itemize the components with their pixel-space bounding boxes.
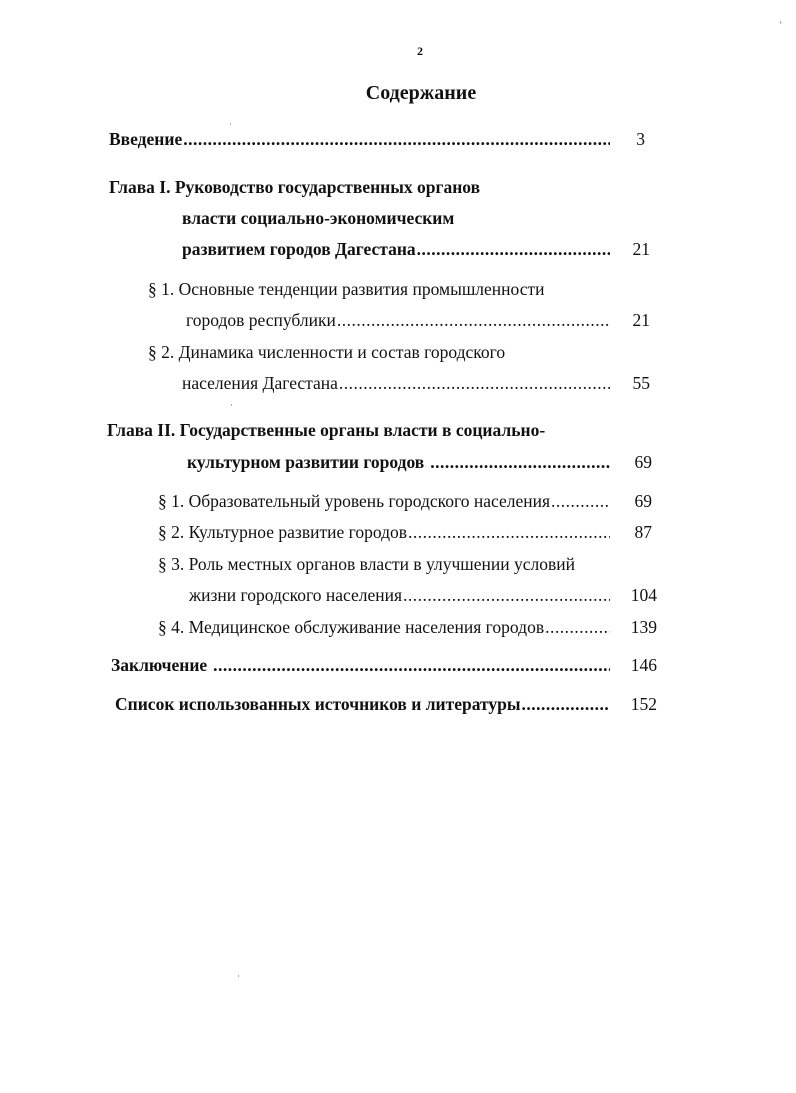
toc-label: § 2. Культурное развитие городов: [158, 522, 408, 542]
toc-section: [158, 490, 610, 512]
toc-section: [158, 521, 610, 543]
toc-page: 87: [634, 522, 652, 542]
toc-section-line1: § 1. Основные тенденции развития промышленности: [148, 279, 545, 299]
toc-label: Введение: [109, 129, 183, 149]
toc-page: 55: [632, 373, 650, 393]
scan-speck: ˙: [229, 122, 232, 132]
toc-label: городов республики: [186, 310, 336, 330]
scan-speck: ˙: [230, 403, 233, 413]
toc-chapter1-line3: [182, 238, 610, 260]
toc-page: 21: [632, 310, 650, 330]
toc-page: 104: [630, 585, 657, 605]
leader-dots: [430, 451, 610, 473]
toc-page: 69: [634, 491, 652, 511]
toc-page: 3: [636, 129, 645, 149]
toc-label: развитием городов Дагестана: [182, 239, 416, 259]
toc-label: Заключение: [111, 655, 208, 675]
toc-label: жизни городского населения: [189, 585, 403, 605]
toc-section-line2: [186, 309, 610, 331]
leader-dots: [417, 238, 610, 260]
toc-label: населения Дагестана: [182, 373, 338, 393]
toc-section-line1: § 2. Динамика численности и состав городского: [148, 342, 506, 362]
toc-label: Список использованных источников и литературы: [115, 694, 521, 714]
leader-dots: [403, 584, 610, 606]
toc-section-line2: [189, 584, 610, 606]
toc-section: [158, 616, 610, 638]
scan-speck: ': [780, 20, 782, 30]
page-number: 2: [417, 44, 423, 58]
toc-label: § 1. Образовательный уровень городского населения: [158, 491, 551, 511]
toc-label: § 4. Медицинское обслуживание населения городов: [158, 617, 545, 637]
toc-page: 146: [630, 655, 657, 675]
toc-section-line2: [182, 372, 610, 394]
toc-entry-intro: [109, 128, 610, 150]
toc-chapter2-line2: [187, 451, 610, 473]
toc-page: 139: [630, 617, 657, 637]
toc-label: культурном развитии городов: [187, 452, 425, 472]
leader-dots: [408, 521, 610, 543]
leader-dots: [213, 654, 610, 676]
toc-chapter1-line1: Глава I. Руководство государственных органов: [109, 177, 481, 197]
toc-chapter2-line1: Глава II. Государственные органы власти в социально-: [107, 420, 546, 440]
toc-page: 21: [632, 239, 650, 259]
leader-dots: [339, 372, 610, 394]
toc-page: 152: [630, 694, 657, 714]
toc-chapter1-line2: власти социально-экономическим: [182, 208, 455, 228]
leader-dots: [183, 128, 610, 150]
leader-dots: [337, 309, 610, 331]
scan-speck: ˙: [237, 974, 240, 984]
toc-section-line1: § 3. Роль местных органов власти в улучшении условий: [158, 554, 575, 574]
toc-entry-conclusion: [111, 654, 610, 676]
page-title: Содержание: [365, 82, 477, 104]
toc-page: 69: [634, 452, 652, 472]
toc-entry-sources: [115, 693, 610, 715]
